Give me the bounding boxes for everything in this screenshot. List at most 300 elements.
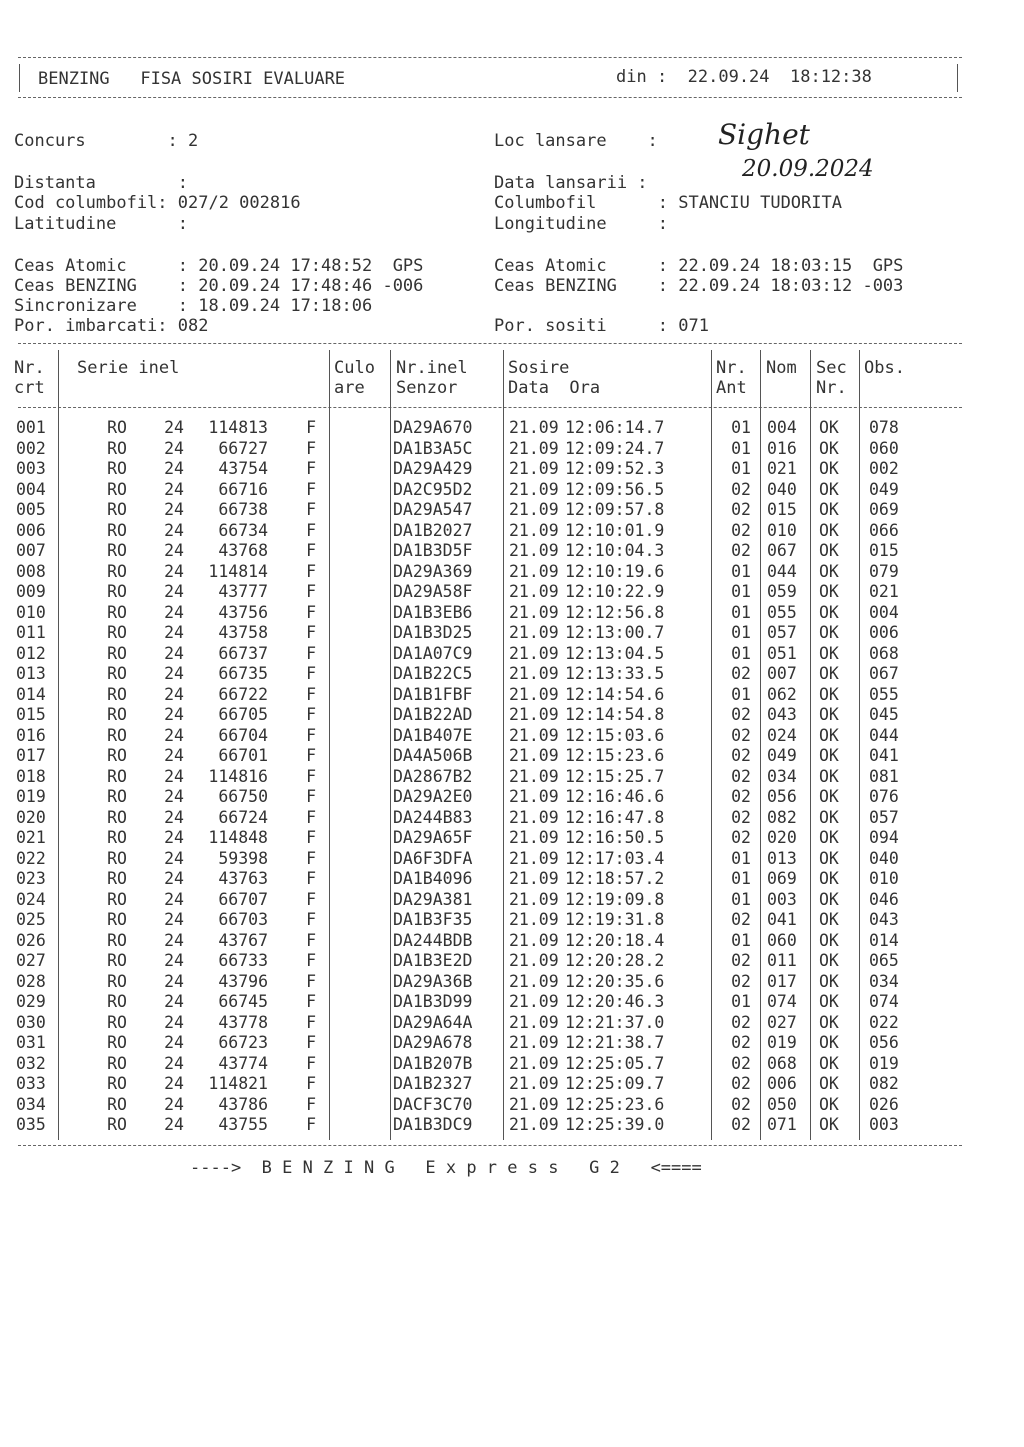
ring-number: 114848 bbox=[208, 828, 268, 847]
obs-value: 069 bbox=[869, 500, 899, 519]
color-cell bbox=[316, 521, 388, 542]
arrival-date: 21.09 bbox=[509, 582, 559, 601]
arrival-date: 21.09 bbox=[509, 664, 559, 683]
obs-value: 010 bbox=[869, 869, 899, 888]
basket-number: 020 bbox=[767, 828, 797, 847]
sector-status: OK bbox=[819, 910, 839, 929]
sector-status: OK bbox=[819, 1053, 839, 1073]
table-row bbox=[10, 1115, 919, 1136]
ring-number: 66705 bbox=[218, 705, 268, 724]
row-nr: 032 bbox=[16, 1053, 46, 1073]
table-row bbox=[10, 1054, 919, 1075]
row-nr: 022 bbox=[16, 848, 46, 868]
arrival-date: 21.09 bbox=[509, 520, 559, 540]
sector-status: OK bbox=[819, 561, 839, 581]
info-release-date: Data lansarii : bbox=[494, 173, 648, 193]
antenna-number: 02 bbox=[731, 951, 751, 970]
info-release-place: Loc lansare : bbox=[494, 131, 658, 151]
ring-number: 66727 bbox=[218, 438, 268, 458]
color-cell bbox=[316, 664, 388, 685]
pigeon-sex: F bbox=[306, 1012, 316, 1032]
ring-year: 24 bbox=[164, 766, 184, 786]
obs-value: 078 bbox=[869, 418, 899, 437]
row-nr: 019 bbox=[16, 787, 46, 806]
antenna-number: 02 bbox=[731, 1012, 751, 1032]
antenna-number: 02 bbox=[731, 1094, 751, 1114]
basket-number: 034 bbox=[767, 766, 797, 786]
color-cell bbox=[316, 972, 388, 993]
sector-status: OK bbox=[819, 684, 839, 704]
arrival-time: 12:09:52.3 bbox=[565, 459, 665, 478]
arrival-time: 12:25:05.7 bbox=[565, 1053, 665, 1073]
color-cell bbox=[316, 459, 388, 480]
basket-number: 013 bbox=[767, 848, 797, 868]
arrival-time: 12:21:37.0 bbox=[565, 1012, 665, 1032]
sector-status: OK bbox=[819, 643, 839, 663]
sector-status: OK bbox=[819, 746, 839, 765]
sector-status: OK bbox=[819, 1012, 839, 1032]
pigeon-sex: F bbox=[306, 438, 316, 458]
table-row bbox=[10, 623, 919, 644]
ring-year: 24 bbox=[164, 418, 184, 437]
ring-country: RO bbox=[107, 684, 127, 704]
arrival-time: 12:10:01.9 bbox=[565, 520, 665, 540]
ring-number: 43778 bbox=[218, 1012, 268, 1032]
antenna-number: 01 bbox=[731, 848, 751, 868]
pigeon-sex: F bbox=[306, 643, 316, 663]
arrival-date: 21.09 bbox=[509, 1074, 559, 1093]
obs-value: 074 bbox=[869, 992, 899, 1011]
col-obs-label: Obs. bbox=[864, 358, 905, 378]
arrival-time: 12:13:33.5 bbox=[565, 664, 665, 683]
obs-value: 094 bbox=[869, 828, 899, 847]
pigeon-sex: F bbox=[306, 664, 316, 683]
ring-year: 24 bbox=[164, 1115, 184, 1134]
basket-number: 051 bbox=[767, 643, 797, 663]
sector-status: OK bbox=[819, 725, 839, 745]
arrival-date: 21.09 bbox=[509, 930, 559, 950]
ring-number: 114814 bbox=[208, 561, 268, 581]
info-latitude: Latitudine : bbox=[14, 214, 188, 234]
ring-country: RO bbox=[107, 643, 127, 663]
row-nr: 001 bbox=[16, 418, 46, 437]
arrival-time: 12:21:38.7 bbox=[565, 1033, 665, 1052]
chip-number: DA2C95D2 bbox=[393, 479, 473, 499]
ring-year: 24 bbox=[164, 684, 184, 704]
col-sec-label-2: Nr. bbox=[816, 378, 847, 398]
sector-status: OK bbox=[819, 418, 839, 437]
ring-number: 43774 bbox=[218, 1053, 268, 1073]
sector-status: OK bbox=[819, 438, 839, 458]
arrival-time: 12:12:56.8 bbox=[565, 602, 665, 622]
ring-year: 24 bbox=[164, 807, 184, 827]
basket-number: 040 bbox=[767, 479, 797, 499]
chip-number: DA244BDB bbox=[393, 930, 473, 950]
ring-number: 66735 bbox=[218, 664, 268, 683]
sector-status: OK bbox=[819, 459, 839, 478]
antenna-number: 02 bbox=[731, 1115, 751, 1134]
obs-value: 021 bbox=[869, 582, 899, 601]
ring-country: RO bbox=[107, 1033, 127, 1052]
pigeon-sex: F bbox=[306, 1074, 316, 1093]
ring-country: RO bbox=[107, 582, 127, 601]
obs-value: 046 bbox=[869, 889, 899, 909]
ring-number: 66722 bbox=[218, 684, 268, 704]
row-nr: 009 bbox=[16, 582, 46, 601]
table-row bbox=[10, 726, 919, 747]
obs-value: 022 bbox=[869, 1012, 899, 1032]
header-top-border bbox=[18, 57, 962, 58]
arrival-date: 21.09 bbox=[509, 602, 559, 622]
sector-status: OK bbox=[819, 992, 839, 1011]
ring-number: 66738 bbox=[218, 500, 268, 519]
sector-status: OK bbox=[819, 828, 839, 847]
color-cell bbox=[316, 787, 388, 808]
chip-number: DA1B2327 bbox=[393, 1074, 473, 1093]
ring-number: 66707 bbox=[218, 889, 268, 909]
basket-number: 062 bbox=[767, 684, 797, 704]
row-nr: 015 bbox=[16, 705, 46, 724]
chip-number: DA1B22C5 bbox=[393, 664, 473, 683]
ring-year: 24 bbox=[164, 971, 184, 991]
ring-country: RO bbox=[107, 828, 127, 847]
arrival-date: 21.09 bbox=[509, 500, 559, 519]
arrival-date: 21.09 bbox=[509, 869, 559, 888]
info-fancier: Columbofil : STANCIU TUDORITA bbox=[494, 193, 842, 213]
arrival-time: 12:14:54.6 bbox=[565, 684, 665, 704]
arrival-date: 21.09 bbox=[509, 561, 559, 581]
ring-number: 43758 bbox=[218, 623, 268, 642]
sector-status: OK bbox=[819, 541, 839, 560]
info-basketed: Por. imbarcati: 082 bbox=[14, 316, 209, 336]
arrival-date: 21.09 bbox=[509, 951, 559, 970]
pigeon-sex: F bbox=[306, 684, 316, 704]
pigeon-sex: F bbox=[306, 1094, 316, 1114]
row-nr: 008 bbox=[16, 561, 46, 581]
table-row bbox=[10, 439, 919, 460]
obs-value: 041 bbox=[869, 746, 899, 765]
table-row bbox=[10, 828, 919, 849]
color-cell bbox=[316, 1095, 388, 1116]
arrival-time: 12:19:09.8 bbox=[565, 889, 665, 909]
arrival-time: 12:18:57.2 bbox=[565, 869, 665, 888]
ring-number: 66703 bbox=[218, 910, 268, 929]
antenna-number: 01 bbox=[731, 643, 751, 663]
antenna-number: 01 bbox=[731, 623, 751, 642]
obs-value: 019 bbox=[869, 1053, 899, 1073]
chip-number: DA2867B2 bbox=[393, 766, 473, 786]
row-nr: 017 bbox=[16, 746, 46, 765]
chip-number: DA1B1FBF bbox=[393, 684, 473, 704]
table-row bbox=[10, 705, 919, 726]
antenna-number: 01 bbox=[731, 561, 751, 581]
ring-country: RO bbox=[107, 500, 127, 519]
ring-country: RO bbox=[107, 418, 127, 437]
col-color-label: Culo bbox=[334, 358, 375, 378]
color-cell bbox=[316, 439, 388, 460]
antenna-number: 02 bbox=[731, 1053, 751, 1073]
sector-status: OK bbox=[819, 705, 839, 724]
ring-country: RO bbox=[107, 520, 127, 540]
ring-number: 43763 bbox=[218, 869, 268, 888]
print-datetime: din : 22.09.24 18:12:38 bbox=[616, 67, 872, 87]
col-nr-label-2: crt bbox=[14, 378, 45, 398]
antenna-number: 02 bbox=[731, 664, 751, 683]
ring-year: 24 bbox=[164, 828, 184, 847]
chip-number: DA1B207B bbox=[393, 1053, 473, 1073]
arrival-time: 12:15:03.6 bbox=[565, 725, 665, 745]
arrival-time: 12:20:18.4 bbox=[565, 930, 665, 950]
obs-value: 006 bbox=[869, 623, 899, 642]
arrival-time: 12:06:14.7 bbox=[565, 418, 665, 437]
row-nr: 026 bbox=[16, 930, 46, 950]
arrival-date: 21.09 bbox=[509, 787, 559, 806]
table-row bbox=[10, 787, 919, 808]
ring-number: 43796 bbox=[218, 971, 268, 991]
obs-value: 040 bbox=[869, 848, 899, 868]
sector-status: OK bbox=[819, 664, 839, 683]
ring-country: RO bbox=[107, 459, 127, 478]
table-row bbox=[10, 685, 919, 706]
obs-value: 045 bbox=[869, 705, 899, 724]
ring-country: RO bbox=[107, 869, 127, 888]
table-row bbox=[10, 1095, 919, 1116]
ring-number: 114821 bbox=[208, 1074, 268, 1093]
ring-year: 24 bbox=[164, 910, 184, 929]
ring-year: 24 bbox=[164, 1053, 184, 1073]
ring-year: 24 bbox=[164, 787, 184, 806]
color-cell bbox=[316, 562, 388, 583]
basket-number: 003 bbox=[767, 889, 797, 909]
table-row bbox=[10, 418, 919, 439]
row-nr: 034 bbox=[16, 1094, 46, 1114]
basket-number: 019 bbox=[767, 1033, 797, 1052]
antenna-number: 01 bbox=[731, 889, 751, 909]
ring-number: 66734 bbox=[218, 520, 268, 540]
ring-number: 43786 bbox=[218, 1094, 268, 1114]
ring-country: RO bbox=[107, 1053, 127, 1073]
antenna-number: 01 bbox=[731, 438, 751, 458]
arrival-date: 21.09 bbox=[509, 828, 559, 847]
ring-country: RO bbox=[107, 705, 127, 724]
color-cell bbox=[316, 726, 388, 747]
table-row bbox=[10, 869, 919, 890]
row-nr: 020 bbox=[16, 807, 46, 827]
handwritten-date: 20.09.2024 bbox=[742, 156, 874, 182]
pigeon-sex: F bbox=[306, 971, 316, 991]
ring-year: 24 bbox=[164, 725, 184, 745]
col-color-label-2: are bbox=[334, 378, 365, 398]
arrival-time: 12:16:50.5 bbox=[565, 828, 665, 847]
table-row bbox=[10, 644, 919, 665]
chip-number: DA29A58F bbox=[393, 582, 473, 601]
arrival-date: 21.09 bbox=[509, 1094, 559, 1114]
pigeon-sex: F bbox=[306, 1053, 316, 1073]
ring-year: 24 bbox=[164, 623, 184, 642]
info-atomic-clock-start: Ceas Atomic : 20.09.24 17:48:52 GPS bbox=[14, 256, 424, 276]
ring-country: RO bbox=[107, 541, 127, 560]
col-chip-label: Nr.inel bbox=[396, 358, 468, 378]
arrival-date: 21.09 bbox=[509, 705, 559, 724]
basket-number: 021 bbox=[767, 459, 797, 478]
basket-number: 044 bbox=[767, 561, 797, 581]
arrival-time: 12:19:31.8 bbox=[565, 910, 665, 929]
pigeon-sex: F bbox=[306, 418, 316, 437]
table-row bbox=[10, 849, 919, 870]
ring-number: 66724 bbox=[218, 807, 268, 827]
ring-country: RO bbox=[107, 971, 127, 991]
ring-number: 43756 bbox=[218, 602, 268, 622]
table-row bbox=[10, 562, 919, 583]
chip-number: DA4A506B bbox=[393, 746, 473, 765]
color-cell bbox=[316, 1033, 388, 1054]
ring-year: 24 bbox=[164, 520, 184, 540]
basket-number: 043 bbox=[767, 705, 797, 724]
chip-number: DA1B22AD bbox=[393, 705, 473, 724]
ring-number: 66704 bbox=[218, 725, 268, 745]
ring-year: 24 bbox=[164, 889, 184, 909]
ring-country: RO bbox=[107, 664, 127, 683]
basket-number: 059 bbox=[767, 582, 797, 601]
color-cell bbox=[316, 1013, 388, 1034]
ring-year: 24 bbox=[164, 1094, 184, 1114]
pigeon-sex: F bbox=[306, 520, 316, 540]
chip-number: DA1B407E bbox=[393, 725, 473, 745]
sector-status: OK bbox=[819, 500, 839, 519]
pigeon-sex: F bbox=[306, 500, 316, 519]
color-cell bbox=[316, 828, 388, 849]
pigeon-sex: F bbox=[306, 1115, 316, 1134]
arrival-time: 12:16:46.6 bbox=[565, 787, 665, 806]
ring-number: 43777 bbox=[218, 582, 268, 601]
sector-status: OK bbox=[819, 787, 839, 806]
ring-country: RO bbox=[107, 479, 127, 499]
row-nr: 012 bbox=[16, 643, 46, 663]
header-left-border bbox=[19, 64, 20, 92]
chip-number: DA29A670 bbox=[393, 418, 473, 437]
sector-status: OK bbox=[819, 930, 839, 950]
pigeon-sex: F bbox=[306, 889, 316, 909]
obs-value: 079 bbox=[869, 561, 899, 581]
ring-number: 43755 bbox=[218, 1115, 268, 1134]
antenna-number: 01 bbox=[731, 418, 751, 437]
table-top-border bbox=[18, 343, 962, 344]
sector-status: OK bbox=[819, 1033, 839, 1052]
ring-year: 24 bbox=[164, 541, 184, 560]
ring-country: RO bbox=[107, 602, 127, 622]
pigeon-sex: F bbox=[306, 992, 316, 1011]
color-cell bbox=[316, 582, 388, 603]
table-row bbox=[10, 480, 919, 501]
color-cell bbox=[316, 890, 388, 911]
antenna-number: 02 bbox=[731, 1074, 751, 1093]
color-cell bbox=[316, 1074, 388, 1095]
ring-number: 66701 bbox=[218, 746, 268, 765]
pigeon-sex: F bbox=[306, 930, 316, 950]
ring-country: RO bbox=[107, 807, 127, 827]
pigeon-sex: F bbox=[306, 807, 316, 827]
ring-year: 24 bbox=[164, 500, 184, 519]
ring-country: RO bbox=[107, 910, 127, 929]
arrival-date: 21.09 bbox=[509, 992, 559, 1011]
ring-country: RO bbox=[107, 1012, 127, 1032]
chip-number: DACF3C70 bbox=[393, 1094, 473, 1114]
row-nr: 007 bbox=[16, 541, 46, 560]
table-row bbox=[10, 459, 919, 480]
pigeon-sex: F bbox=[306, 541, 316, 560]
ring-year: 24 bbox=[164, 438, 184, 458]
color-cell bbox=[316, 808, 388, 829]
table-row bbox=[10, 992, 919, 1013]
sector-status: OK bbox=[819, 848, 839, 868]
antenna-number: 02 bbox=[731, 807, 751, 827]
table-row bbox=[10, 767, 919, 788]
sector-status: OK bbox=[819, 623, 839, 642]
basket-number: 069 bbox=[767, 869, 797, 888]
basket-number: 041 bbox=[767, 910, 797, 929]
ring-year: 24 bbox=[164, 1033, 184, 1052]
color-cell bbox=[316, 603, 388, 624]
arrival-date: 21.09 bbox=[509, 438, 559, 458]
ring-country: RO bbox=[107, 951, 127, 970]
ring-year: 24 bbox=[164, 992, 184, 1011]
pigeon-sex: F bbox=[306, 479, 316, 499]
table-row bbox=[10, 951, 919, 972]
sector-status: OK bbox=[819, 602, 839, 622]
sector-status: OK bbox=[819, 1074, 839, 1093]
table-row bbox=[10, 1013, 919, 1034]
info-longitude: Longitudine : bbox=[494, 214, 668, 234]
header-right-border bbox=[957, 64, 958, 92]
basket-number: 027 bbox=[767, 1012, 797, 1032]
row-nr: 013 bbox=[16, 664, 46, 683]
info-atomic-clock-end: Ceas Atomic : 22.09.24 18:03:15 GPS bbox=[494, 256, 904, 276]
arrival-date: 21.09 bbox=[509, 541, 559, 560]
table-row bbox=[10, 500, 919, 521]
col-sec-label: Sec bbox=[816, 358, 847, 378]
arrival-time: 12:25:09.7 bbox=[565, 1074, 665, 1093]
obs-value: 044 bbox=[869, 725, 899, 745]
arrival-time: 12:13:04.5 bbox=[565, 643, 665, 663]
obs-value: 081 bbox=[869, 766, 899, 786]
antenna-number: 02 bbox=[731, 725, 751, 745]
basket-number: 071 bbox=[767, 1115, 797, 1134]
chip-number: DA29A381 bbox=[393, 889, 473, 909]
table-row bbox=[10, 521, 919, 542]
basket-number: 067 bbox=[767, 541, 797, 560]
chip-number: DA1B3A5C bbox=[393, 438, 473, 458]
ring-year: 24 bbox=[164, 1012, 184, 1032]
info-benzing-clock-end: Ceas BENZING : 22.09.24 18:03:12 -003 bbox=[494, 276, 904, 296]
pigeon-sex: F bbox=[306, 869, 316, 888]
sector-status: OK bbox=[819, 807, 839, 827]
pigeon-sex: F bbox=[306, 582, 316, 601]
ring-country: RO bbox=[107, 1115, 127, 1134]
arrival-time: 12:17:03.4 bbox=[565, 848, 665, 868]
basket-number: 016 bbox=[767, 438, 797, 458]
color-cell bbox=[316, 500, 388, 521]
ring-year: 24 bbox=[164, 479, 184, 499]
pigeon-sex: F bbox=[306, 787, 316, 806]
ring-number: 66737 bbox=[218, 643, 268, 663]
row-nr: 030 bbox=[16, 1012, 46, 1032]
obs-value: 068 bbox=[869, 643, 899, 663]
arrival-time: 12:13:00.7 bbox=[565, 623, 665, 642]
ring-number: 114816 bbox=[208, 766, 268, 786]
antenna-number: 02 bbox=[731, 520, 751, 540]
chip-number: DA29A369 bbox=[393, 561, 473, 581]
ring-year: 24 bbox=[164, 561, 184, 581]
